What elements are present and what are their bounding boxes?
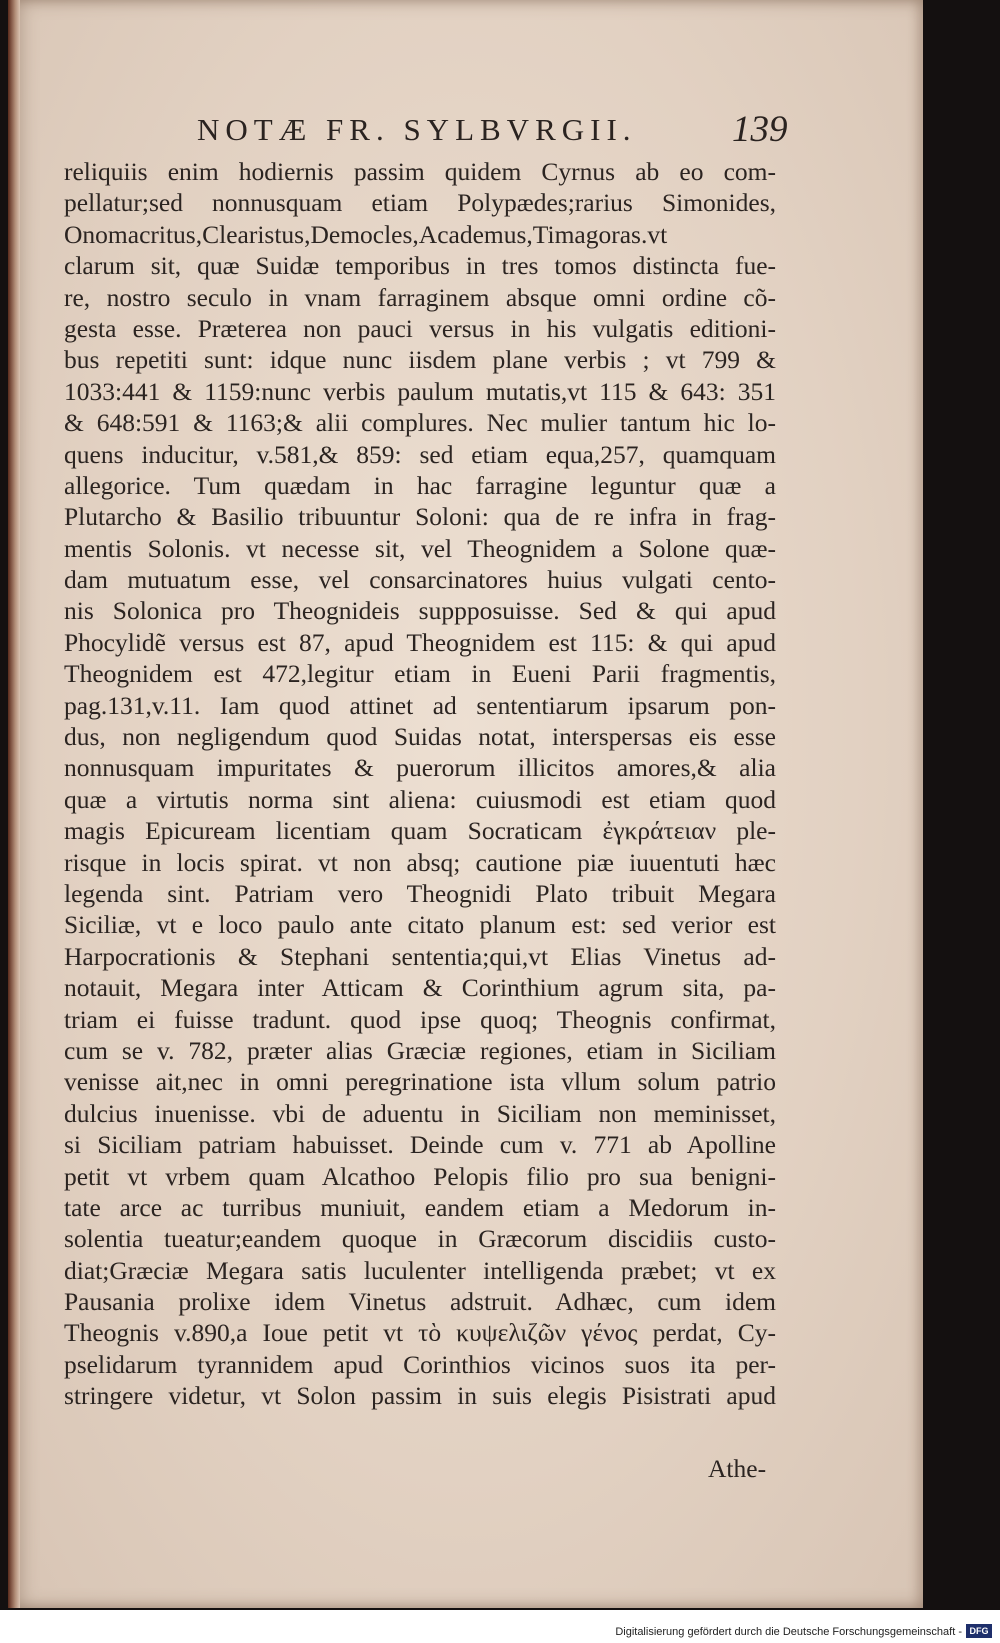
page-gutter — [8, 0, 20, 1608]
text-line: risque in locis spirat. vt non absq; cautione piæ iuuentuti hæc — [64, 847, 776, 877]
text-line: notauit, Megara inter Atticam & Corinthium agrum sita, pa- — [64, 973, 776, 1003]
text-line: solentia tueatur;eandem quoque in Græcorum discidiis custo- — [64, 1224, 776, 1254]
text-line: 1033:441 & 1159:nunc verbis paulum mutatis,vt 115 & 643: 351 — [64, 376, 776, 406]
footer-bar — [0, 1610, 1000, 1643]
text-line: Phocylidẽ versus est 87, apud Theognidem est 115: & qui apud — [64, 627, 776, 657]
text-line: nonnusquam impuritates & puerorum illicitos amores,& alia — [64, 753, 776, 783]
text-line: quens inducitur, v.581,& 859: sed etiam equa,257, quamquam — [64, 439, 776, 469]
text-line: stringere videtur, vt Solon passim in suis elegis Pisistrati apud — [64, 1381, 776, 1411]
text-line: clarum sit, quæ Suidæ temporibus in tres tomos distincta fue- — [64, 251, 776, 281]
text-line: & 648:591 & 1163;& alii complures. Nec mulier tantum hic lo- — [64, 408, 776, 438]
dfg-logo: DFG — [966, 1624, 992, 1638]
text-line: allegorice. Tum quædam in hac farragine leguntur quæ a — [64, 470, 776, 500]
text-line: triam ei fuisse tradunt. quod ipse quoq; Theognis confirmat, — [64, 1004, 776, 1034]
text-line: gesta esse. Præterea non pauci versus in his vulgatis editioni- — [64, 313, 776, 343]
text-line: Harpocrationis & Stephani sententia;qui,vt Elias Vinetus ad- — [64, 941, 776, 971]
text-line: nis Solonica pro Theognideis suppposuisse. Sed & qui apud — [64, 596, 776, 626]
text-line: pag.131,v.11. Iam quod attinet ad sententiarum ipsarum pon- — [64, 690, 776, 720]
text-line: magis Epicuream licentiam quam Socraticam ἐγκράτειαν ple- — [64, 816, 776, 846]
text-line: venisse ait,nec in omni peregrinatione ista vllum solum patrio — [64, 1067, 776, 1097]
catchword: Athe- — [708, 1454, 767, 1483]
text-line: legenda sint. Patriam vero Theognidi Plato tribuit Megara — [64, 878, 776, 908]
text-line: cum se v. 782, præter alias Græciæ regiones, etiam in Siciliam — [64, 1035, 776, 1065]
text-line: Siciliæ, vt e loco paulo ante citato planum est: sed verior est — [64, 910, 776, 940]
text-line: dam mutuatum esse, vel consarcinatores huius vulgati cento- — [64, 565, 776, 595]
text-line: tate arce ac turribus muniuit, eandem etiam a Medorum in- — [64, 1192, 776, 1222]
text-line: si Siciliam patriam habuisset. Deinde cum v. 771 ab Apolline — [64, 1130, 776, 1160]
text-line: Plutarcho & Basilio tribuuntur Soloni: qua de re infra in frag- — [64, 502, 776, 532]
text-line: bus repetiti sunt: idque nunc iisdem plane verbis ; vt 799 & — [64, 345, 776, 375]
text-line: Theognidem est 472,legitur etiam in Eueni Parii fragmentis, — [64, 659, 776, 689]
text-line: Theognis v.890,a Ioue petit vt τὸ κυψελιζῶν γένος perdat, Cy- — [64, 1318, 776, 1348]
page-number: 139 — [732, 109, 788, 150]
text-line: dulcius inuenisse. vbi de aduentu in Siciliam non meminisset, — [64, 1098, 776, 1128]
text-line: re, nostro seculo in vnam farraginem absque omni ordine cõ- — [64, 282, 776, 312]
text-line: pellatur;sed nonnusquam etiam Polypædes;rarius Simonides, — [64, 188, 776, 218]
text-line: quæ a virtutis norma sint aliena: cuiusmodi est etiam quod — [64, 784, 776, 814]
running-head: NOTÆ FR. SYLBVRGII. — [197, 112, 637, 147]
text-line: mentis Solonis. vt necesse sit, vel Theognidem a Solone quæ- — [64, 533, 776, 563]
text-line: petit vt vrbem quam Alcathoo Pelopis filio pro sua benigni- — [64, 1161, 776, 1191]
page-header — [0, 106, 1000, 150]
text-line: Onomacritus,Clearistus,Democles,Academus,Timagoras.vt — [64, 219, 668, 249]
text-line: dus, non negligendum quod Suidas notat, interspersas eis esse — [64, 722, 776, 752]
text-line: Pausania prolixe idem Vinetus adstruit. Adhæc, cum idem — [64, 1287, 776, 1317]
body-text — [64, 156, 776, 1412]
text-line: reliquiis enim hodiernis passim quidem Cyrnus ab eo com- — [64, 157, 776, 186]
text-line: diat;Græciæ Megara satis luculenter intelligenda præbet; vt ex — [64, 1255, 776, 1285]
funding-note: Digitalisierung gefördert durch die Deutsche Forschungsgemeinschaft - — [615, 1626, 962, 1638]
text-line: pselidarum tyrannidem apud Corinthios vicinos suos ita per- — [64, 1349, 776, 1379]
